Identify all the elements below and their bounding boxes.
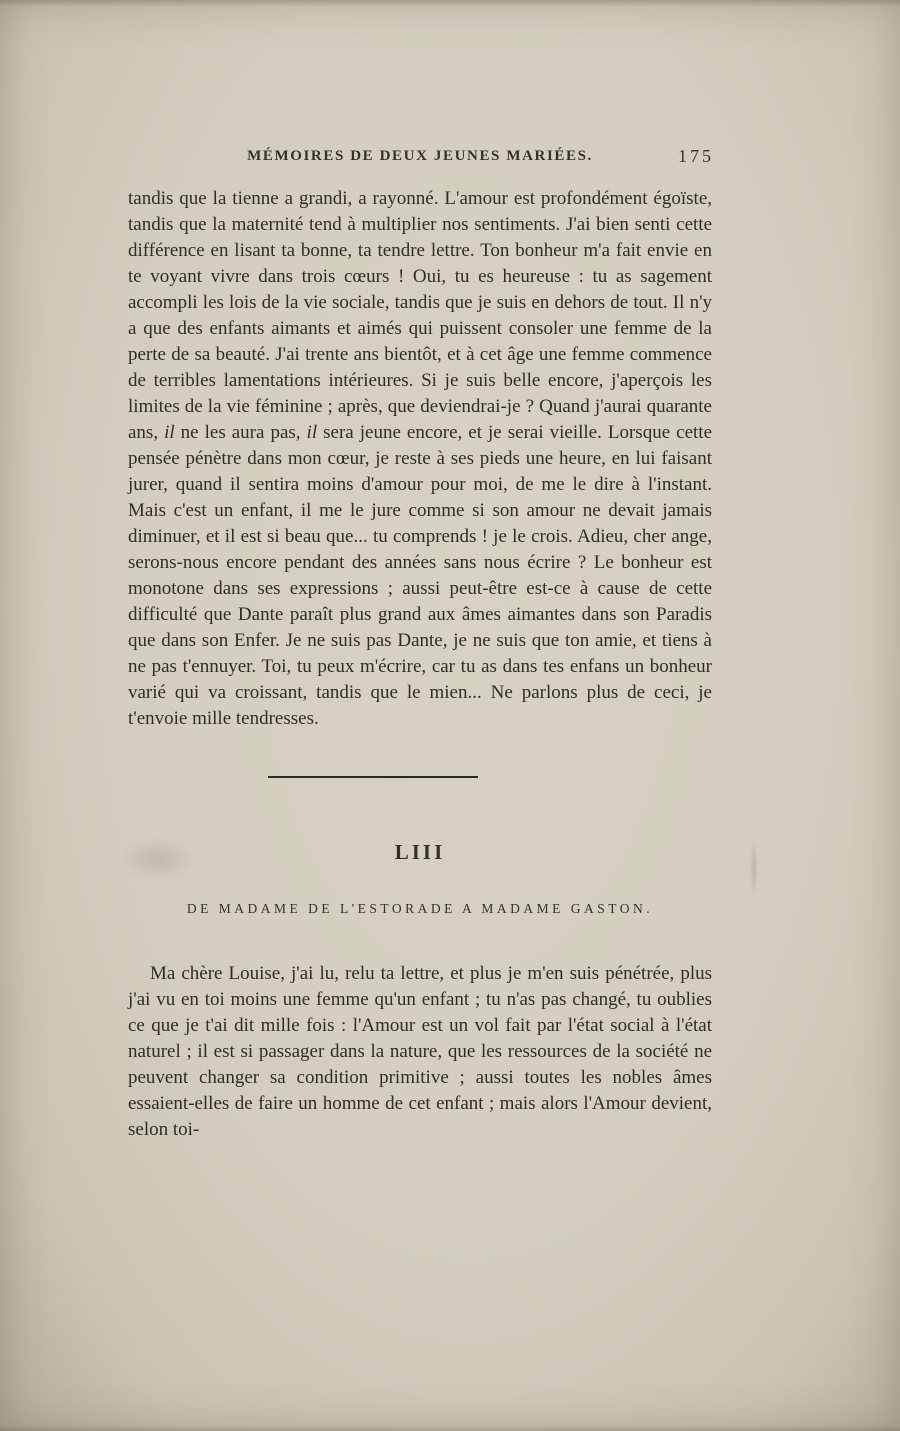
section-number: LIII [394,840,446,864]
paper-smudge [750,838,758,898]
letter-52-closing-paragraph: tandis que la tienne a grandi, a rayonné. L'amour est profondément égoïste, tandis que la maternité tend à multiplier nos sentiments. J'ai bien senti cette différence en lisant ta bonne, ta tendre lettre. Ton bonheur m'a fait envie en te voyant vivre dans trois cœurs ! Oui, tu es heureuse : tu as sagement accompli les lois de la vie sociale, tandis que je suis en dehors de tout. Il n'y a que des enfants aimants et aimés qui puissent consoler une femme de la perte de sa beauté. J'ai trente ans bientôt, et à cet âge une femme commence de terribles lamentations intérieures. Si je suis belle encore, j'aperçois les limites de la vie féminine ; après, que deviendrai-je ? Quand j'aurai quarante ans, il ne les aura pas, il sera jeune encore, et je serai vieille. Lorsque cette pensée pénètre dans mon cœur, je reste à ses pieds une heure, en lui faisant jurer, quand il sentira moins d'amour pour moi, de me le dire à l'instant. Mais c'est un enfant, il me le jure comme si son amour ne devait jamais diminuer, et il est si beau que... tu comprends ! je le crois. Adieu, cher ange, serons-nous encore pendant des années sans nous écrire ? Le bonheur est monotone dans ses expressions ; aussi peut-être est-ce à cause de cette difficulté que Dante paraît plus grand aux âmes aimantes dans son Paradis que dans son Enfer. Je ne suis pas Dante, je ne suis que ton amie, et tiens à ne pas t'ennuyer. Toi, tu peux m'écrire, car tu as dans tes enfans un bonheur varié qui va croissant, tandis que le mien... Ne parlons plus de ceci, je t'envoie mille tendresses. [128,188,712,729]
letter-heading: DE MADAME DE L'ESTORADE A MADAME GASTON. [186,901,654,916]
section-divider [268,776,478,778]
running-title: MÉMOIRES DE DEUX JEUNES MARIÉES. [247,148,593,164]
letter-53-opening-paragraph: Ma chère Louise, j'ai lu, relu ta lettre, et plus je m'en suis pénétrée, plus j'ai vu en toi moins une femme qu'un enfant ; tu n'as pas changé, tu oublies ce que je t'ai dit mille fois : l'Amour est un vol fait par l'état social à l'état naturel ; il est si passager dans la nature, que les ressources de la société ne peuvent changer sa condition primitive ; aussi toutes les nobles âmes essaient-elles de faire un homme de cet enfant ; mais alors l'Amour devient, selon toi- [128,963,712,1140]
page-header [128,148,712,172]
page-number: 175 [678,146,714,166]
